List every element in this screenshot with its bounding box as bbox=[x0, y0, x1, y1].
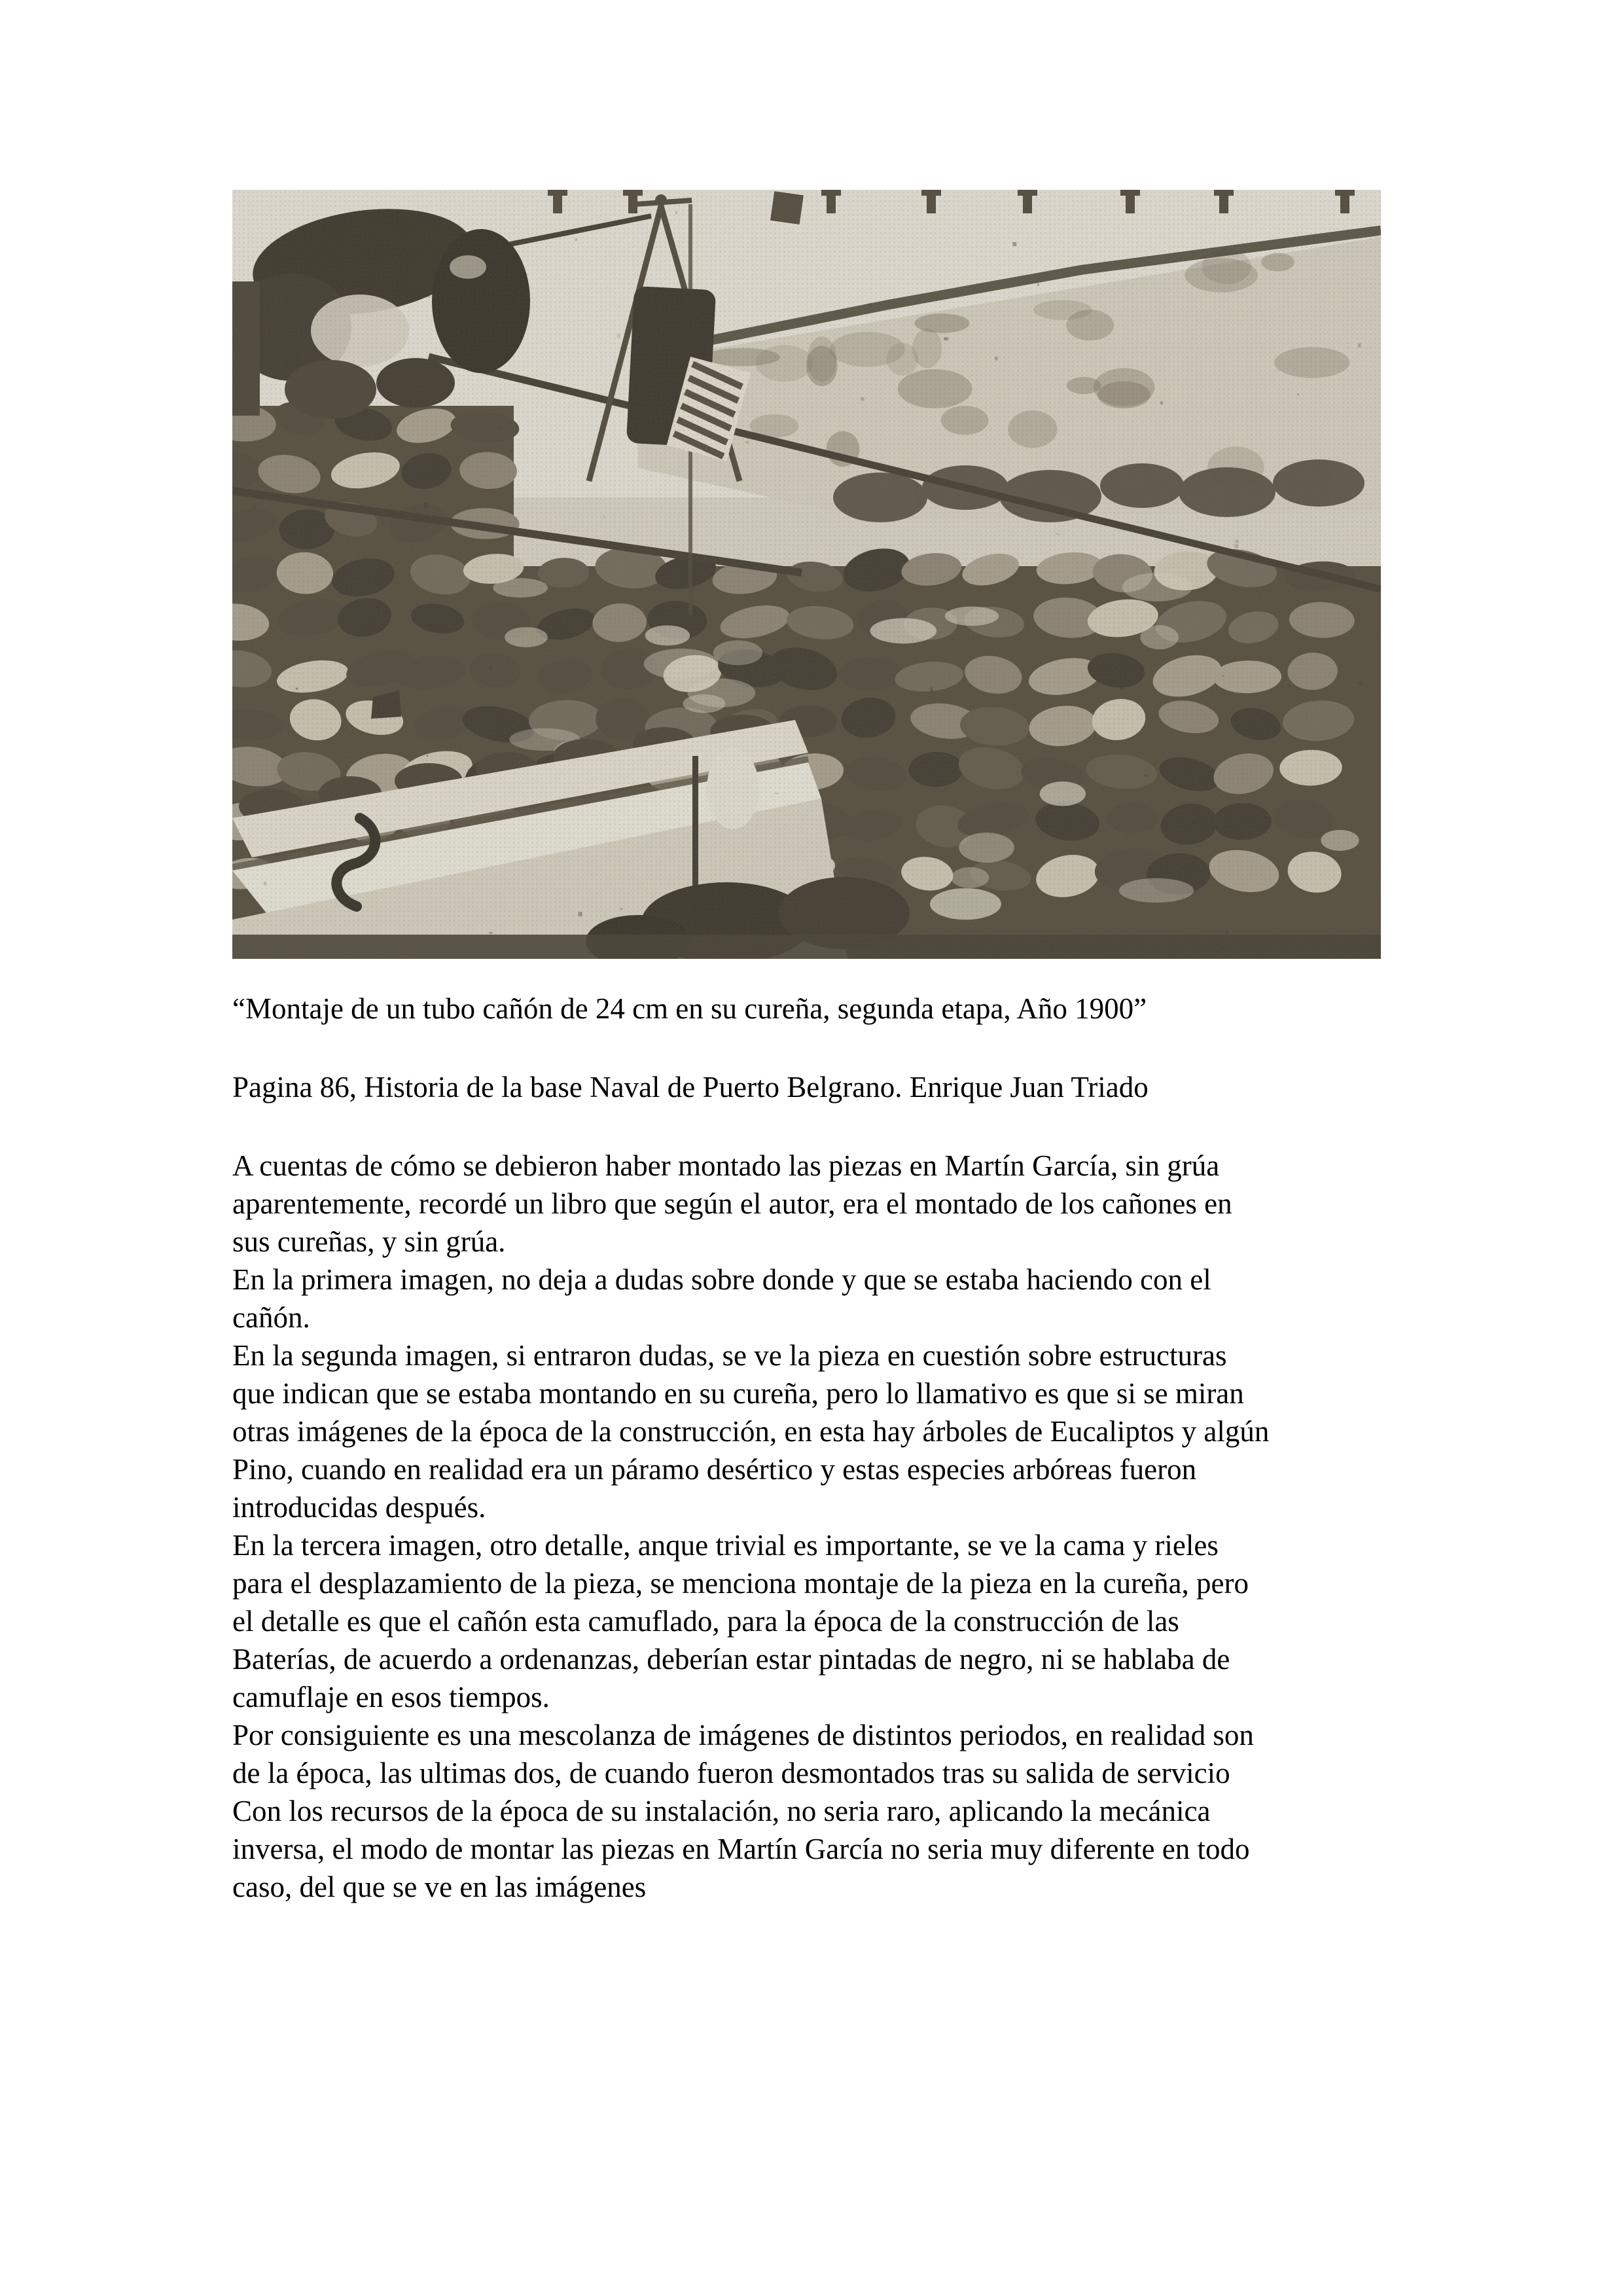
text-line: el detalle es que el cañón esta camuflado, para la época de la construcción de las bbox=[232, 1605, 1179, 1638]
text-line: Por consiguiente es una mescolanza de imágenes de distintos periodos, en realidad son bbox=[232, 1719, 1254, 1751]
text-line: inversa, el modo de montar las piezas en Martín García no seria muy diferente en todo bbox=[232, 1833, 1250, 1865]
noise-overlay bbox=[232, 190, 1381, 959]
text-line: para el desplazamiento de la pieza, se menciona montaje de la pieza en la cureña, pero bbox=[232, 1567, 1249, 1600]
text-line: A cuentas de cómo se debieron haber montado las piezas en Martín García, sin grúa bbox=[232, 1149, 1220, 1182]
body-text bbox=[232, 990, 1541, 1906]
paragraph-block bbox=[232, 1147, 1541, 1906]
text-line: En la tercera imagen, otro detalle, anque trivial es importante, se ve la cama y rieles bbox=[232, 1529, 1219, 1562]
historic-photo-svg bbox=[232, 190, 1381, 959]
text-line: cañón. bbox=[232, 1301, 310, 1334]
text-line: aparentemente, recordé un libro que según el autor, era el montado de los cañones en bbox=[232, 1187, 1232, 1220]
text-line: En la segunda imagen, si entraron dudas, se ve la pieza en cuestión sobre estructuras bbox=[232, 1339, 1227, 1372]
text-line: que indican que se estaba montando en su cureña, pero lo llamativo es que si se miran bbox=[232, 1377, 1244, 1410]
text-line: introducidas después. bbox=[232, 1491, 486, 1524]
text-line: sus cureñas, y sin grúa. bbox=[232, 1225, 506, 1258]
photo-caption: “Montaje de un tubo cañón de 24 cm en su cureña, segunda etapa, Año 1900” bbox=[232, 992, 1147, 1025]
text-line: otras imágenes de la época de la construcción, en esta hay árboles de Eucaliptos y algún bbox=[232, 1415, 1270, 1448]
text-line: En la primera imagen, no deja a dudas sobre donde y que se estaba haciendo con el bbox=[232, 1263, 1211, 1296]
text-line: Con los recursos de la época de su instalación, no seria raro, aplicando la mecánica bbox=[232, 1795, 1211, 1827]
text-line: Baterías, de acuerdo a ordenanzas, deberían estar pintadas de negro, ni se hablaba de bbox=[232, 1643, 1230, 1676]
historic-photo bbox=[232, 190, 1381, 959]
text-line: Pino, cuando en realidad era un páramo desértico y estas especies arbóreas fueron bbox=[232, 1453, 1197, 1486]
source-line: Pagina 86, Historia de la base Naval de Puerto Belgrano. Enrique Juan Triado bbox=[232, 1071, 1149, 1103]
text-line: camuflaje en esos tiempos. bbox=[232, 1681, 550, 1713]
text-line: caso, del que se ve en las imágenes bbox=[232, 1871, 647, 1903]
text-line: de la época, las ultimas dos, de cuando fueron desmontados tras su salida de servicio bbox=[232, 1757, 1230, 1789]
